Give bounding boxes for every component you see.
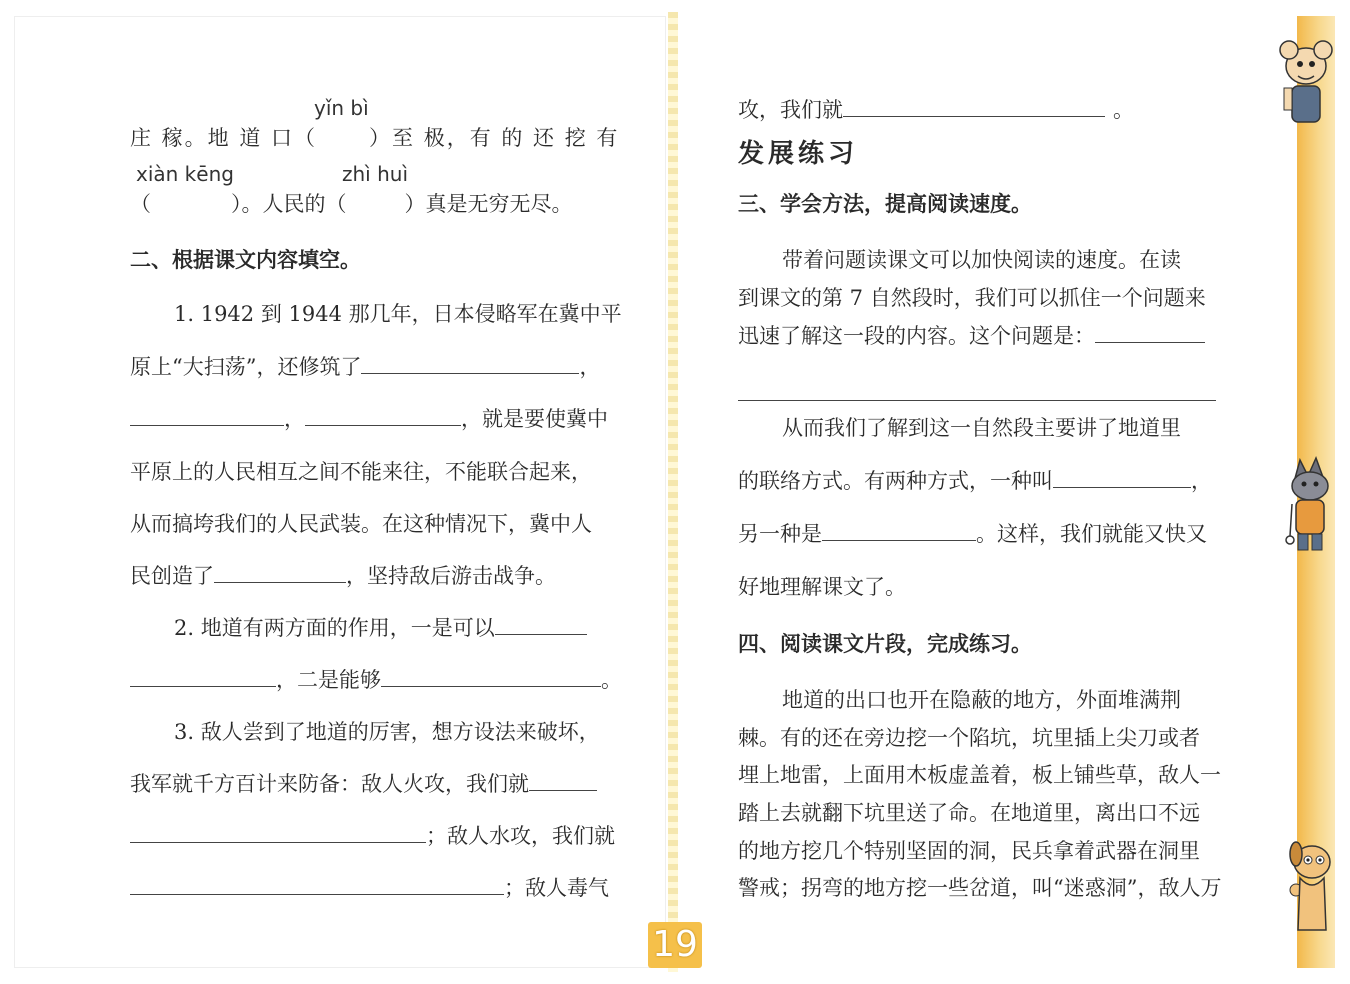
fill-blank[interactable] bbox=[361, 353, 579, 374]
text: ，二是能够 bbox=[276, 668, 381, 692]
text: 2. 地道有两方面的作用，一是可以 bbox=[174, 616, 495, 640]
dog-cartoon-icon bbox=[1282, 832, 1336, 944]
p1-line-a: 带着问题读课文可以加快阅读的速度。在读 bbox=[782, 248, 1181, 272]
q2-line-b bbox=[130, 666, 622, 694]
pinyin-zhihui: zhì huì bbox=[342, 162, 408, 186]
q1-line-a: 1. 1942 到 1944 那几年，日本侵略军在冀中平 bbox=[174, 302, 622, 326]
fill-blank[interactable] bbox=[1053, 467, 1191, 488]
q3-line-c bbox=[130, 822, 615, 850]
q3-line-b bbox=[130, 770, 597, 798]
section-2-heading: 二、根据课文内容填空。 bbox=[130, 248, 361, 272]
fill-blank[interactable] bbox=[843, 96, 1105, 117]
fill-blank[interactable] bbox=[1095, 322, 1205, 343]
fill-blank[interactable] bbox=[305, 405, 461, 426]
line-2 bbox=[130, 190, 573, 218]
text: 我军就千方百计来防备：敌人火攻，我们就 bbox=[130, 772, 529, 796]
q2-line-a bbox=[174, 614, 587, 642]
text: ）至 极，有 的 还 挖 有 bbox=[369, 126, 620, 150]
p2-line-c bbox=[738, 520, 1207, 548]
text: （ bbox=[130, 192, 151, 216]
text: ， bbox=[284, 407, 305, 431]
text: ）真是无穷无尽。 bbox=[404, 192, 573, 216]
fill-blank[interactable] bbox=[381, 666, 601, 687]
text: ，坚持敌后游击战争。 bbox=[346, 564, 556, 588]
text: ；敌人水攻，我们就 bbox=[426, 824, 615, 848]
p3-line-b: 棘。有的还在旁边挖一个陷坑，坑里插上尖刀或者 bbox=[738, 726, 1200, 750]
development-practice-title: 发展练习 bbox=[738, 139, 859, 169]
q3-line-d bbox=[130, 874, 609, 902]
wolf-cartoon-icon bbox=[1284, 452, 1336, 556]
p1-line-b: 到课文的第 7 自然段时，我们可以抓住一个问题来 bbox=[738, 286, 1206, 310]
page-fold bbox=[668, 12, 678, 972]
p2-line-a: 从而我们了解到这一自然段主要讲了地道里 bbox=[782, 416, 1181, 440]
p3-line-f: 警戒；拐弯的地方挖一些岔道，叫“迷惑洞”，敌人万 bbox=[738, 876, 1222, 900]
text: ）。人民的（ bbox=[231, 192, 347, 216]
p2-line-d: 好地理解课文了。 bbox=[738, 575, 906, 599]
p2-line-b bbox=[738, 467, 1212, 495]
section-3-heading: 三、学会方法，提高阅读速度。 bbox=[738, 192, 1032, 216]
q1-line-e: 从而搞垮我们的人民武装。在这种情况下，冀中人 bbox=[130, 512, 592, 536]
fill-blank[interactable] bbox=[495, 614, 587, 635]
r-line-1 bbox=[738, 96, 1134, 124]
fill-blank[interactable] bbox=[130, 874, 504, 895]
fill-blank[interactable] bbox=[130, 822, 426, 843]
fill-blank[interactable] bbox=[130, 666, 276, 687]
q3-line-a: 3. 敌人尝到了地道的厉害，想方设法来破坏， bbox=[174, 720, 600, 744]
fill-blank[interactable] bbox=[130, 405, 284, 426]
pinyin-xiankeng: xiàn kēng bbox=[136, 162, 234, 186]
q1-line-d: 平原上的人民相互之间不能来往，不能联合起来， bbox=[130, 460, 592, 484]
answer-line[interactable] bbox=[738, 400, 1216, 401]
fill-blank[interactable] bbox=[822, 520, 976, 541]
text: 的联络方式。有两种方式，一种叫 bbox=[738, 469, 1053, 493]
q1-line-b bbox=[130, 353, 600, 381]
pinyin-yinbi: yǐn bì bbox=[314, 96, 369, 120]
p3-line-e: 的地方挖几个特别坚固的洞，民兵拿着武器在洞里 bbox=[738, 839, 1200, 863]
q1-line-c bbox=[130, 405, 608, 433]
line-1 bbox=[130, 124, 619, 152]
text: 。 bbox=[601, 668, 622, 692]
text: 庄 稼。地 道 口（ bbox=[130, 126, 318, 150]
q1-line-f bbox=[130, 562, 556, 590]
text: 。这样，我们就能又快又 bbox=[976, 522, 1207, 546]
fill-blank[interactable] bbox=[529, 770, 597, 791]
section-4-heading: 四、阅读课文片段，完成练习。 bbox=[738, 632, 1032, 656]
p1-line-c bbox=[738, 322, 1205, 350]
text: ；敌人毒气 bbox=[504, 876, 609, 900]
text: ， bbox=[1191, 469, 1212, 493]
fill-blank[interactable] bbox=[214, 562, 346, 583]
text: 迅速了解这一段的内容。这个问题是： bbox=[738, 324, 1095, 348]
text: 原上“大扫荡”，还修筑了 bbox=[130, 355, 362, 379]
text: 攻，我们就 bbox=[738, 98, 843, 122]
p3-line-d: 踏上去就翻下坑里送了命。在地道里，离出口不远 bbox=[738, 801, 1200, 825]
p3-line-a: 地道的出口也开在隐蔽的地方，外面堆满荆 bbox=[782, 688, 1181, 712]
text: 。 bbox=[1113, 98, 1134, 122]
p3-line-c: 埋上地雷，上面用木板虚盖着，板上铺些草，敌人一 bbox=[738, 763, 1221, 787]
page-number: 19 bbox=[648, 922, 702, 968]
text: ， bbox=[579, 355, 601, 379]
text: ，就是要使冀中 bbox=[461, 407, 608, 431]
text: 另一种是 bbox=[738, 522, 822, 546]
text: 民创造了 bbox=[130, 564, 214, 588]
mouse-cartoon-icon bbox=[1276, 36, 1336, 136]
